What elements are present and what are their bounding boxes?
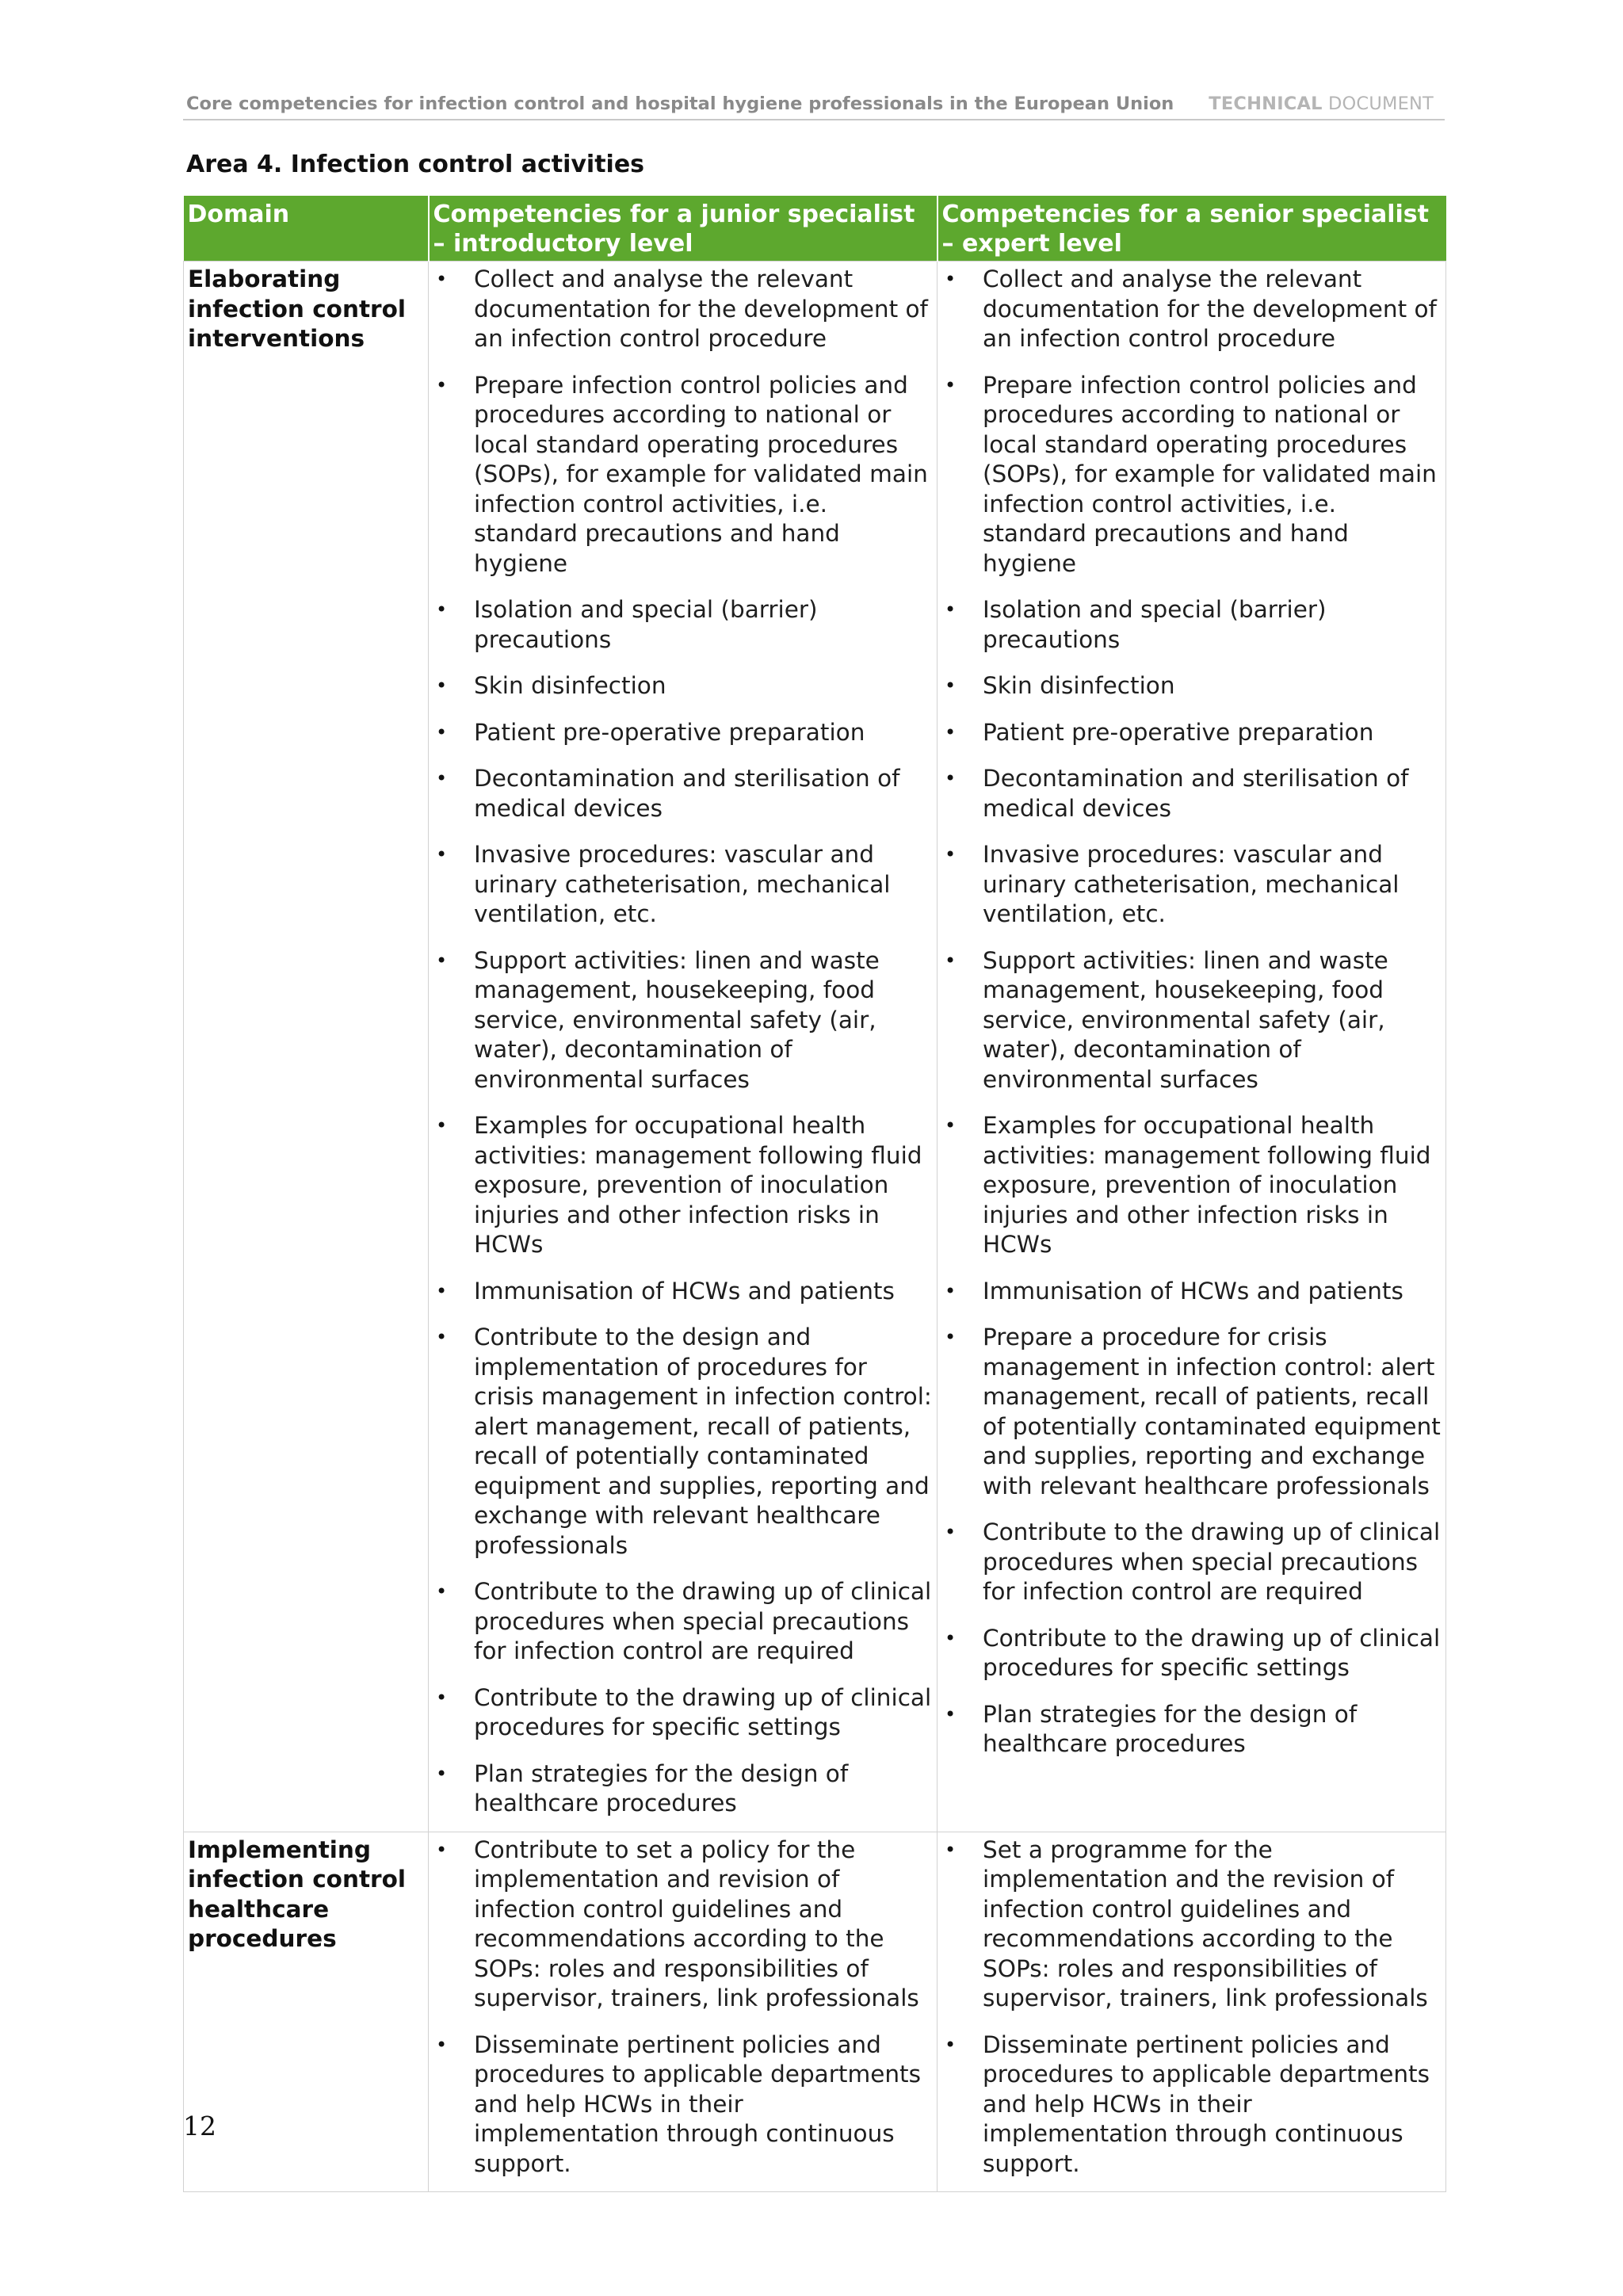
list-item-text: Invasive procedures: vascular and urinary catheterisation, mechanical ventilation, etc. [983, 841, 1400, 927]
list-item-text: Invasive procedures: vascular and urinary catheterisation, mechanical ventilation, etc. [474, 841, 891, 927]
list-item-text: Examples for occupational health activities: management following fluid exposure, prevention of inoculation injuries and other infection risks in HCWs [983, 1112, 1431, 1258]
list-item [941, 1518, 1442, 1607]
list-item-text: Skin disinfection [474, 672, 666, 699]
column-header-domain: Domain [184, 196, 429, 262]
bullet-icon: • [436, 674, 448, 697]
list-item-text: Contribute to the drawing up of clinical procedures when special precautions for infection control are required [474, 1578, 932, 1664]
list-item [941, 1323, 1442, 1501]
list-item-text: Isolation and special (barrier) precautions [983, 596, 1327, 653]
list-item-text: Contribute to the drawing up of clinical procedures for specific settings [474, 1683, 932, 1740]
table-header-row [184, 196, 1446, 262]
list-item-text: Isolation and special (barrier) precautions [474, 596, 818, 653]
list-item [941, 1111, 1442, 1260]
bullet-icon: • [945, 949, 957, 972]
list-item-text: Plan strategies for the design of healthcare procedures [983, 1700, 1358, 1757]
list-item-text: Prepare infection control policies and procedures according to national or local standard operating procedures (SOPs), for example for validated main infection control activities, i.e. standard precautions and hand hygiene [474, 371, 928, 577]
bullet-icon: • [436, 2033, 448, 2056]
bullet-icon: • [436, 720, 448, 743]
list-item [433, 2030, 934, 2179]
bullet-icon: • [945, 1326, 957, 1348]
bullet-icon: • [436, 767, 448, 789]
list-item-text: Decontamination and sterilisation of medical devices [474, 765, 900, 822]
list-item [941, 265, 1442, 354]
bullet-icon: • [945, 843, 957, 865]
list-item [433, 1683, 934, 1743]
list-item [433, 1836, 934, 2014]
list-item [433, 1759, 934, 1819]
bullet-icon: • [945, 268, 957, 290]
bullet-icon: • [436, 1279, 448, 1302]
bullet-icon: • [436, 1686, 448, 1709]
list-item [941, 371, 1442, 579]
bullet-icon: • [436, 1838, 448, 1861]
table-row [184, 1832, 1446, 2192]
bullet-icon: • [436, 1326, 448, 1348]
bullet-icon: • [436, 1762, 448, 1785]
bullet-icon: • [436, 1580, 448, 1603]
bullet-icon: • [945, 674, 957, 697]
list-item-text: Prepare infection control policies and procedures according to national or local standard operating procedures (SOPs), for example for validated main infection control activities, i.e. standard precautions and hand hygiene [983, 371, 1437, 577]
bullet-icon: • [436, 598, 448, 621]
bullet-icon: • [945, 1626, 957, 1649]
running-header [183, 90, 1445, 120]
list-item [941, 764, 1442, 823]
bullet-icon: • [945, 1114, 957, 1137]
table-row [184, 262, 1446, 1832]
list-item [433, 595, 934, 655]
document-type-rest: DOCUMENT [1322, 94, 1434, 114]
list-item [941, 595, 1442, 655]
list-item-text: Prepare a procedure for crisis management in infection control: alert management, recall of patients, recall of potentially contaminated equipment and supplies, reporting and exchange with relevant healthcare professionals [983, 1324, 1441, 1499]
column-header-junior: Competencies for a junior specialist – introductory level [429, 196, 938, 262]
domain-cell: Implementing infection control healthcare procedures [184, 1832, 429, 2192]
list-item-text: Disseminate pertinent policies and procedures to applicable departments and help HCWs in their implementation through continuous support. [983, 2030, 1430, 2177]
bullet-icon: • [945, 720, 957, 743]
area-title: Area 4. Infection control activities [186, 151, 645, 178]
list-item [433, 371, 934, 579]
list-item [941, 671, 1442, 701]
list-item-text: Immunisation of HCWs and patients [983, 1277, 1403, 1305]
list-item-text: Contribute to the drawing up of clinical procedures for specific settings [983, 1624, 1441, 1681]
list-item-text: Support activities: linen and waste management, housekeeping, food service, environmental safety (air, water), decontamination of environmental surfaces [474, 946, 880, 1093]
page-number: 12 [183, 2111, 216, 2141]
list-item [433, 1323, 934, 1561]
competencies-table [183, 196, 1446, 2192]
list-item [433, 265, 934, 354]
senior-competency-list [941, 265, 1442, 1759]
bullet-icon: • [945, 1521, 957, 1543]
list-item [433, 1277, 934, 1307]
bullet-icon: • [945, 1838, 957, 1861]
senior-competency-list [941, 1836, 1442, 2179]
list-item [433, 1111, 934, 1260]
column-header-senior: Competencies for a senior specialist – expert level [938, 196, 1446, 262]
bullet-icon: • [436, 373, 448, 396]
list-item-text: Contribute to the design and implementation of procedures for crisis management in infection control: alert management, recall of patients, recall of potentially contaminated equipment and supplies, reporting and exchange with relevant healthcare professionals [474, 1324, 932, 1559]
list-item-text: Patient pre-operative preparation [983, 718, 1374, 746]
list-item [433, 840, 934, 930]
list-item-text: Contribute to the drawing up of clinical procedures when special precautions for infection control are required [983, 1519, 1441, 1605]
list-item-text: Examples for occupational health activities: management following fluid exposure, prevention of inoculation injuries and other infection risks in HCWs [474, 1112, 922, 1258]
list-item-text: Patient pre-operative preparation [474, 718, 865, 746]
bullet-icon: • [945, 2033, 957, 2056]
list-item [433, 946, 934, 1095]
bullet-icon: • [436, 268, 448, 290]
list-item [941, 840, 1442, 930]
table-body [184, 262, 1446, 2192]
list-item [941, 946, 1442, 1095]
senior-competencies-cell [938, 1832, 1446, 2192]
list-item-text: Contribute to set a policy for the implementation and revision of infection control guidelines and recommendations according to the SOPs: roles and responsibilities of supervisor, trainers, link professionals [474, 1836, 919, 2011]
bullet-icon: • [945, 1279, 957, 1302]
bullet-icon: • [945, 373, 957, 396]
list-item [433, 718, 934, 748]
list-item [433, 764, 934, 823]
document-type-label [1209, 94, 1434, 114]
junior-competency-list [433, 265, 934, 1819]
list-item-text: Immunisation of HCWs and patients [474, 1277, 895, 1305]
list-item-text: Collect and analyse the relevant documentation for the development of an infection control procedure [983, 266, 1437, 352]
bullet-icon: • [436, 949, 448, 972]
list-item [941, 718, 1442, 748]
junior-competency-list [433, 1836, 934, 2179]
list-item-text: Decontamination and sterilisation of medical devices [983, 765, 1409, 822]
bullet-icon: • [436, 843, 448, 865]
list-item [941, 1700, 1442, 1759]
bullet-icon: • [945, 1702, 957, 1725]
list-item [941, 1277, 1442, 1307]
bullet-icon: • [436, 1114, 448, 1137]
junior-competencies-cell [429, 1832, 938, 2192]
list-item [433, 1577, 934, 1667]
junior-competencies-cell [429, 262, 938, 1832]
list-item-text: Plan strategies for the design of healthcare procedures [474, 1759, 849, 1817]
list-item-text: Collect and analyse the relevant documentation for the development of an infection control procedure [474, 266, 928, 352]
senior-competencies-cell [938, 262, 1446, 1832]
list-item [941, 1836, 1442, 2014]
list-item-text: Support activities: linen and waste management, housekeeping, food service, environmental safety (air, water), decontamination of environmental surfaces [983, 946, 1388, 1093]
list-item [941, 2030, 1442, 2179]
bullet-icon: • [945, 767, 957, 789]
list-item-text: Disseminate pertinent policies and procedures to applicable departments and help HCWs in their implementation through continuous support. [474, 2030, 921, 2177]
domain-cell: Elaborating infection control interventions [184, 262, 429, 1832]
document-title: Core competencies for infection control and hospital hygiene professionals in the European Union [186, 94, 1174, 114]
document-type-strong: TECHNICAL [1209, 94, 1323, 114]
bullet-icon: • [945, 598, 957, 621]
list-item-text: Skin disinfection [983, 672, 1175, 699]
list-item [433, 671, 934, 701]
list-item [941, 1624, 1442, 1683]
list-item-text: Set a programme for the implementation and the revision of infection control guidelines and recommendations according to the SOPs: roles and responsibilities of supervisor, trainers, link professionals [983, 1836, 1428, 2011]
